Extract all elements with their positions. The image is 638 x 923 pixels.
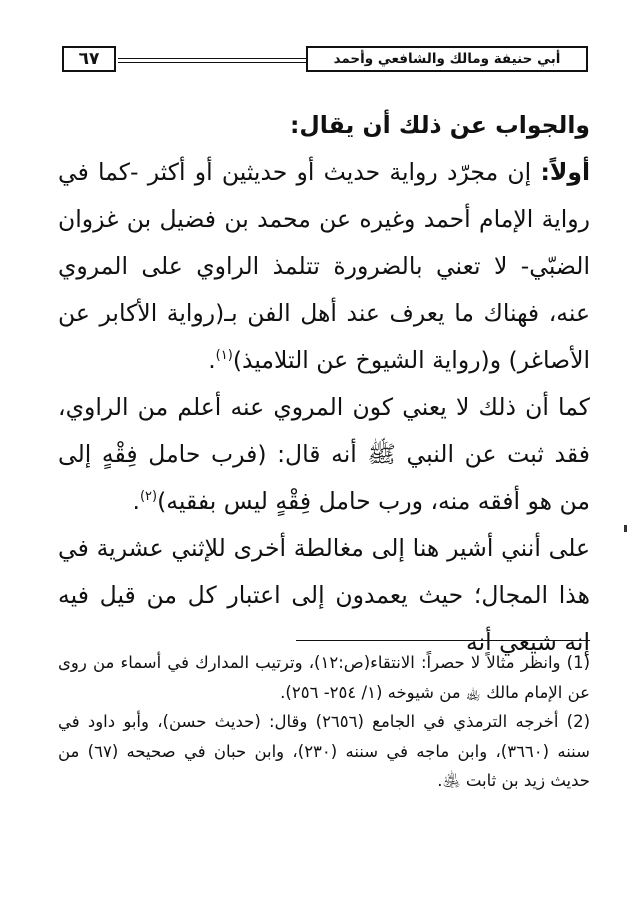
footnote-separator (296, 640, 590, 641)
running-title: أبي حنيفة ومالك والشافعي وأحمد (306, 46, 588, 72)
footnote-1 (58, 648, 590, 707)
footnote-2-number: (2) (566, 712, 590, 731)
page-number: ٦٧ (62, 46, 116, 72)
main-text (58, 102, 590, 666)
footnote-ref-2: (٢) (139, 489, 158, 505)
paragraph-second-text: كما أن ذلك لا يعني كون المروي عنه أعلم من الراوي، فقد ثبت عن النبي ﷺ أنه قال: (فرب حامل فِقْهٍ إلى من هو أفقه منه، ورب حامل فِقْهٍ ليس بفقيه) (58, 393, 590, 515)
margin-mark (624, 525, 627, 532)
footnote-2 (58, 707, 590, 796)
paragraph-first-text: إن مجرّد رواية حديث أو حديثين أو أكثر -كما في رواية الإمام أحمد وغيره عن محمد بن فضيل بن غزوان الضبّي- لا تعني بالضرورة تتلمذ الراوي على المروي عنه، فهناك ما يعرف عند أهل الفن بـ(رواية الأكابر عن الأصاغر) و(رواية الشيوخ عن التلاميذ) (58, 158, 590, 374)
paragraph-first-end: . (208, 346, 216, 374)
footnote-1-number: (1) (566, 653, 590, 672)
footnote-ref-1: (١) (215, 348, 233, 364)
section-heading: والجواب عن ذلك أن يقال: (290, 111, 590, 139)
paragraph-first (58, 149, 590, 384)
footnotes (58, 648, 590, 796)
footnote-2-text: أخرجه الترمذي في الجامع (٢٦٥٦) وقال: (حديث حسن)، وأبو داود في سننه (٣٦٦٠)، وابن ماجه في سننه (٢٣٠)، وابن حبان في صحيحه (٦٧) من حديث زيد بن ثابت ﵁. (58, 712, 590, 790)
header-rule (118, 58, 306, 59)
paragraph-second-end: . (132, 487, 140, 515)
paragraph-second (58, 384, 590, 525)
header-rule-secondary (118, 62, 306, 63)
first-point-label: أولاً: (540, 158, 590, 186)
running-header (62, 46, 588, 74)
paragraph-third: على أنني أشير هنا إلى مغالطة أخرى للإثني عشرية في هذا المجال؛ حيث يعمدون إلى اعتبار كل من قيل فيه إنه شيعي أنه (58, 534, 590, 656)
footnote-1-text: وانظر مثالاً لا حصراً: الانتقاء(ص:١٢)، وترتيب المدارك في أسماء من روى عن الإمام مالك ﵀ من شيوخه (١/ ٢٥٤- ٢٥٦). (58, 653, 590, 702)
